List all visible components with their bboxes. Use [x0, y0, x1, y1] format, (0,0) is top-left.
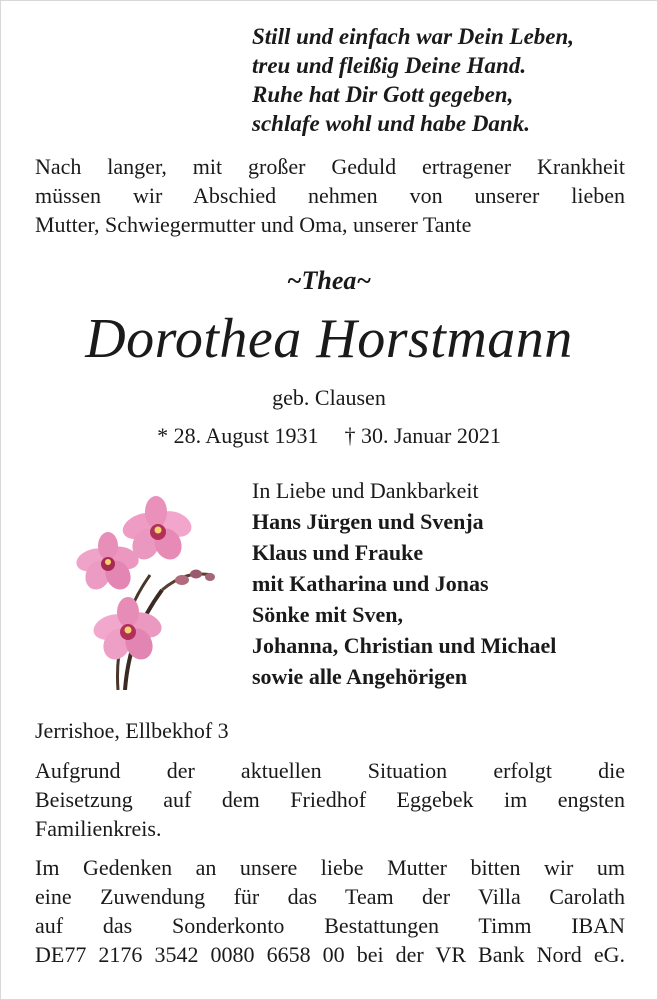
memorial-poem [252, 22, 632, 138]
mourner-entry: Johanna, Christian und Michael [252, 633, 557, 658]
donation-note-line: auf das Sonderkonto Bestattungen Timm IBAN [35, 913, 625, 938]
address-line: Jerrishoe, Ellbekhof 3 [35, 718, 229, 743]
mourner-entry: Hans Jürgen und Svenja [252, 509, 484, 534]
poem-line: schlafe wohl und habe Dank. [252, 111, 530, 136]
mourner-entry: Klaus und Frauke [252, 540, 424, 565]
funeral-note-line: Aufgrund der aktuellen Situation erfolgt die [35, 758, 625, 783]
deceased-name: Dorothea Horstmann [85, 308, 573, 370]
announcement-intro [35, 152, 625, 239]
intro-line: Nach langer, mit großer Geduld ertragener Krankheit [35, 154, 625, 179]
donation-note [35, 853, 625, 969]
orchid-flower-icon [70, 490, 226, 690]
death-date: † 30. Januar 2021 [344, 423, 501, 448]
poem-line: Still und einfach war Dein Leben, [252, 24, 575, 49]
mourner-entry: mit Katharina und Jonas [252, 571, 489, 596]
funeral-note-line: Beisetzung auf dem Friedhof Eggebek im engsten [35, 787, 625, 812]
donation-note-line: DE77 2176 3542 0080 6658 00 bei der VR Bank Nord eG. [35, 942, 625, 967]
funeral-note [35, 756, 625, 843]
donation-note-line: Im Gedenken an unsere liebe Mutter bitten wir um [35, 855, 625, 880]
birth-date: * 28. August 1931 [157, 423, 319, 448]
mourners-heading: In Liebe und Dankbarkeit [252, 478, 479, 503]
poem-line: Ruhe hat Dir Gott gegeben, [252, 82, 514, 107]
mourner-entry: Sönke mit Sven, [252, 602, 403, 627]
address [35, 716, 625, 745]
life-dates [0, 421, 658, 451]
mourners-list [252, 475, 642, 692]
donation-note-line: eine Zuwendung für das Team der Villa Carolath [35, 884, 625, 909]
intro-line: müssen wir Abschied nehmen von unserer lieben [35, 183, 625, 208]
nickname: ~Thea~ [286, 266, 372, 295]
birth-name: geb. Clausen [272, 385, 386, 410]
mourner-entry: sowie alle Angehörigen [252, 664, 468, 689]
intro-line: Mutter, Schwiegermutter und Oma, unserer Tante [35, 212, 472, 237]
funeral-note-line: Familienkreis. [35, 816, 162, 841]
poem-line: treu und fleißig Deine Hand. [252, 53, 527, 78]
